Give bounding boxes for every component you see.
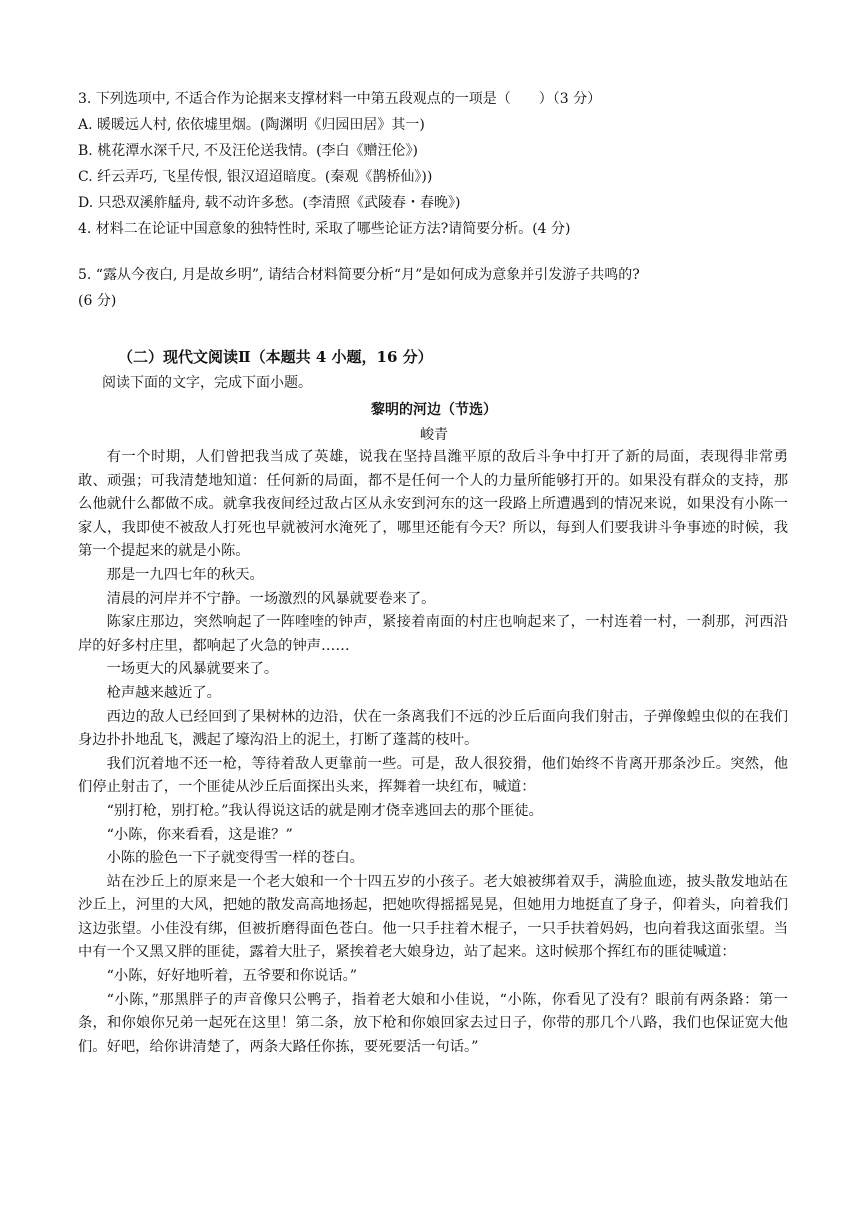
question-block [78,86,798,314]
section-heading: （二）现代文阅读Ⅱ（本题共 4 小题，16 分） [118,348,433,366]
paragraph: 站在沙丘上的原来是一个老大娘和一个十四五岁的小孩子。老大娘被绑着双手，满脸血迹，披头散发地站在沙丘上，河里的大风，把她的散发高高地扬起，把她吹得摇摇晃晃，但她用力地挺直了身子，仰着头，向着我们这边张望。小佳没有绑，但被折磨得面色苍白。他一只手拄着木棍子，一只手扶着妈妈，也向着我这面张望。当中有一个又黑又胖的匪徒，露着大肚子，紧挨着老大娘身边，站了起来。这时候那个挥红布的匪徒喊道： [78,873,788,961]
question-5-score: (6 分) [78,293,117,309]
paragraph: 有一个时期，人们曾把我当成了英雄，说我在坚持昌潍平原的敌后斗争中打开了新的局面，表现得非常勇敢、顽强；可我清楚地知道：任何新的局面，都不是任何一个人的力量所能够打开的。如果没有群众的支持，那么他就什么都做不成。就拿我夜间经过敌占区从永安到河东的这一段路上所遭遇到的情况来说，如果没有小陈一家人，我即使不被敌人打死也早就被河水淹死了，哪里还能有今天？所以，每到人们要我讲斗争事迹的时候，我第一个提起来的就是小陈。 [78,449,788,560]
option-b: B. 桃花潭水深千尺, 不及汪伦送我情。(李白《赠汪伦》) [78,143,419,159]
question-5: 5. “露从今夜白, 月是故乡明”, 请结合材料简要分析“月”是如何成为意象并引发游子共鸣的? [78,267,640,283]
paragraph: 那是一九四七年的秋天。 [106,566,264,583]
option-a: A. 暖暖远人村, 依依墟里烟。(陶渊明《归园田居》其一) [78,117,425,133]
paragraph: 我们沉着地不还一枪，等待着敌人更靠前一些。可是，敌人很狡猾，他们始终不肯离开那条沙丘。突然，他们停止射击了，一个匪徒从沙丘后面探出头来，挥舞着一块红布，喊道： [78,755,788,796]
paragraph: 西边的敌人已经回到了果树林的边沿，伏在一条离我们不远的沙丘后面向我们射击，子弹像蝗虫似的在我们身边扑扑地乱飞，溅起了壕沟沿上的泥土，打断了蓬蒿的枝叶。 [78,708,788,749]
paragraph: “小陈，”那黑胖子的声音像只公鸭子，指着老大娘和小佳说，“小陈，你看见了没有？眼前有两条路：第一条，和你娘你兄弟一起死在这里！第二条，放下枪和你娘回家去过日子，你带的那几个八路，我们也保证宽大他们。好吧，给你讲清楚了，两条大路任你拣，要死要活一句话。” [78,991,788,1055]
paragraph: 小陈的脸色一下子就变得雪一样的苍白。 [106,850,364,867]
passage-author: 峻青 [420,427,448,443]
passage-title: 黎明的河边（节选） [371,402,497,418]
section-instruction: 阅读下面的文字，完成下面小题。 [102,375,312,391]
option-c: C. 纤云弄巧, 飞星传恨, 银汉迢迢暗度。(秦观《鹊桥仙》)) [78,169,433,185]
paragraph: 清晨的河岸并不宁静。一场激烈的风暴就要卷来了。 [106,590,436,607]
question-4: 4. 材料二在论证中国意象的独特性时, 采取了哪些论证方法?请简要分析。(4 分) [78,221,571,237]
paragraph: “小陈，你来看看，这是谁？” [106,826,293,843]
paragraph: 枪声越来越近了。 [106,684,221,701]
option-d: D. 只恐双溪舴艋舟, 载不动许多愁。(李清照《武陵春・春晚》) [78,195,461,211]
paragraph: 陈家庄那边，突然响起了一阵喹喹的钟声，紧接着南面的村庄也响起来了，一村连着一村，一刹那，河西沿岸的好多村庄里，都响起了火急的钟声…… [78,614,788,654]
paragraph: 一场更大的风暴就要来了。 [106,661,279,678]
question-3: 3. 下列选项中, 不适合作为论据来支撑材料一中第五段观点的一项是（ ）（3 分） [78,91,602,107]
paragraph: “别打枪，别打枪。”我认得说这话的就是刚才侥幸逃回去的那个匪徒。 [106,802,543,819]
paragraph: “小陈，好好地听着，五爷要和你说话。” [106,968,358,985]
passage-body [78,446,788,1059]
